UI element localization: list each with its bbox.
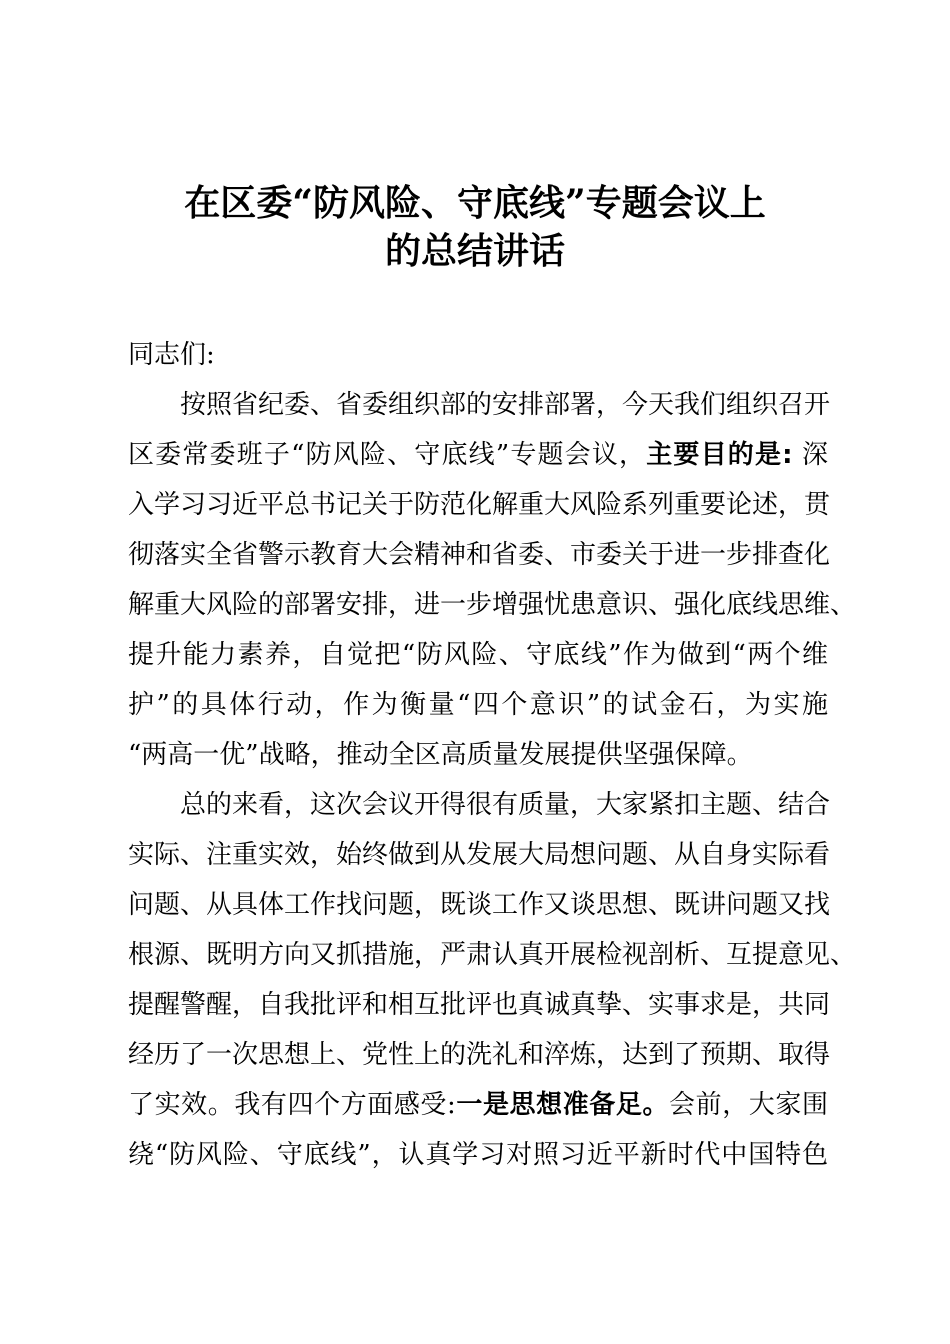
paragraph-2-line-7	[128, 1088, 828, 1122]
paragraph-2-line-8: 绕“防风险、守底线”，认真学习对照习近平新时代中国特色	[128, 1140, 828, 1170]
paragraph-1-line-2-text: 区委常委班子“防风险、守底线”专题会议，	[128, 440, 647, 470]
paragraph-2-line-4: 根源、既明方向又抓措施，严肃认真开展检视剖析、互提意见、	[128, 940, 857, 970]
paragraph-1-line-8: “两高一优”战略，推动全区高质量发展提供坚强保障。	[128, 740, 753, 770]
paragraph-1-line-4: 彻落实全省警示教育大会精神和省委、市委关于进一步排查化	[128, 540, 831, 570]
document-title-line-1: 在区委“防风险、守底线”专题会议上	[184, 182, 766, 224]
paragraph-1-line-3: 入学习习近平总书记关于防范化解重大风险系列重要论述，贯	[128, 490, 831, 520]
main-purpose-heading: 主要目的是:	[646, 440, 793, 470]
paragraph-2-line-5: 提醒警醒，自我批评和相互批评也真诚真挚、实事求是，共同	[128, 990, 831, 1020]
paragraph-1-line-2-tail: 深	[792, 440, 828, 470]
paragraph-1-line-5: 解重大风险的部署安排，进一步增强忧患意识、强化底线思维、	[128, 590, 857, 620]
paragraph-2-line-7-text: 了实效。我有四个方面感受:	[128, 1090, 456, 1120]
paragraph-1-line-1: 按照省纪委、省委组织部的安排部署，今天我们组织召开	[180, 390, 831, 420]
salutation: 同志们:	[128, 340, 215, 370]
paragraph-2-line-3: 问题、从具体工作找问题，既谈工作又谈思想、既讲问题又找	[128, 890, 831, 920]
document-title-line-2: 的总结讲话	[384, 230, 565, 272]
paragraph-1-line-2	[128, 438, 828, 472]
first-point-heading: 一是思想准备足。	[455, 1090, 670, 1120]
paragraph-2-line-2: 实际、注重实效，始终做到从发展大局想问题、从自身实际看	[128, 840, 831, 870]
paragraph-2-line-6: 经历了一次思想上、党性上的洗礼和淬炼，达到了预期、取得	[128, 1040, 831, 1070]
paragraph-1-line-6: 提升能力素养，自觉把“防风险、守底线”作为做到“两个维	[128, 640, 828, 670]
paragraph-1-line-7: 护”的具体行动，作为衡量“四个意识”的试金石，为实施	[128, 690, 828, 720]
paragraph-2-line-1: 总的来看，这次会议开得很有质量，大家紧扣主题、结合	[180, 790, 831, 820]
paragraph-2-line-7-tail: 会前，大家围	[669, 1090, 828, 1120]
